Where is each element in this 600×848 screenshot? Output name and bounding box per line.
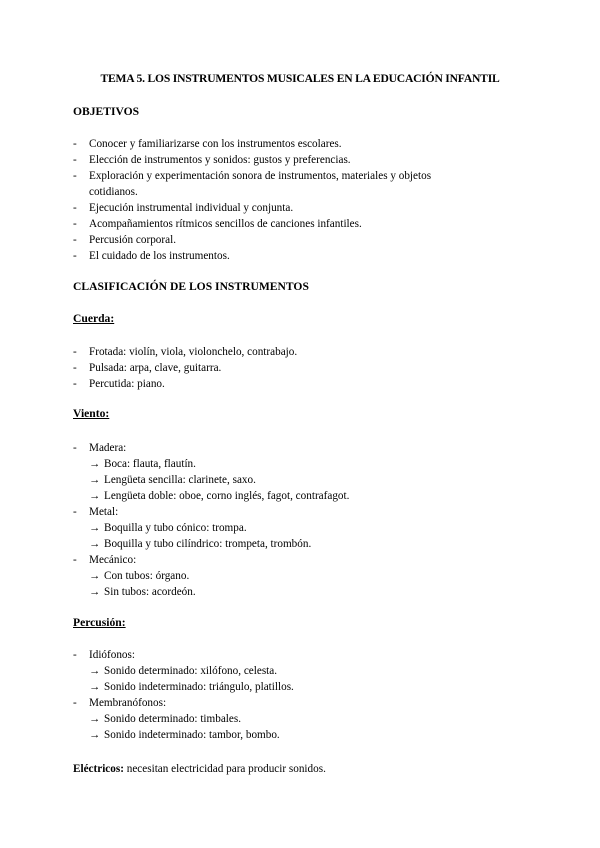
bullet-dash: - [73, 697, 77, 709]
electricos-paragraph [73, 761, 326, 777]
cuerda-item: Frotada: violín, viola, violonchelo, contrabajo. [89, 346, 298, 358]
sub-item-text: Sonido determinado: timbales. [104, 713, 242, 725]
sub-item-text: Sonido indeterminado: triángulo, platillos. [104, 681, 294, 693]
cuerda-heading: Cuerda: [73, 312, 115, 325]
viento-group-label: Metal: [89, 506, 119, 518]
bullet-dash: - [73, 202, 77, 214]
bullet-dash: - [73, 346, 77, 358]
bullet-dash: - [73, 234, 77, 246]
arrow-icon: → [89, 538, 101, 550]
percusion-group-label: Idiófonos: [89, 649, 135, 661]
viento-group-label: Mecánico: [89, 554, 137, 566]
bullet-dash: - [73, 170, 77, 182]
sub-item-text: Boquilla y tubo cónico: trompa. [104, 522, 247, 534]
sub-item-text: Boquilla y tubo cilíndrico: trompeta, trombón. [104, 538, 312, 550]
arrow-icon: → [89, 474, 101, 486]
objetivo-text: El cuidado de los instrumentos. [89, 250, 230, 262]
sub-item [89, 663, 277, 679]
bullet-dash: - [73, 506, 77, 518]
bullet-dash: - [73, 250, 77, 262]
objetivo-text: Conocer y familiarizarse con los instrumentos escolares. [89, 138, 342, 150]
sub-item [89, 472, 256, 488]
sub-item [89, 520, 247, 536]
arrow-icon: → [89, 713, 101, 725]
objetivo-text: Acompañamientos rítmicos sencillos de canciones infantiles. [89, 218, 362, 230]
arrow-icon: → [89, 681, 101, 693]
bullet-dash: - [73, 378, 77, 390]
sub-item [89, 488, 349, 504]
sub-item [89, 727, 280, 743]
arrow-icon: → [89, 665, 101, 677]
objetivo-text: Ejecución instrumental individual y conjunta. [89, 202, 294, 214]
sub-item-text: Boca: flauta, flautín. [104, 458, 196, 470]
sub-item-text: Sonido determinado: xilófono, celesta. [104, 665, 278, 677]
bullet-dash: - [73, 442, 77, 454]
sub-item [89, 536, 311, 552]
sub-item [89, 568, 189, 584]
cuerda-item: Pulsada: arpa, clave, guitarra. [89, 362, 222, 374]
sub-item-text: Lengüeta doble: oboe, corno inglés, fagot, contrafagot. [104, 490, 350, 502]
viento-heading: Viento: [73, 407, 110, 420]
sub-item [89, 584, 196, 600]
arrow-icon: → [89, 522, 101, 534]
arrow-icon: → [89, 586, 101, 598]
bullet-dash: - [73, 362, 77, 374]
bullet-dash: - [73, 218, 77, 230]
sub-item [89, 679, 294, 695]
percusion-group-label: Membranófonos: [89, 697, 167, 709]
bullet-dash: - [73, 554, 77, 566]
clasificacion-heading: CLASIFICACIÓN DE LOS INSTRUMENTOS [73, 280, 309, 293]
arrow-icon: → [89, 570, 101, 582]
electricos-label: Eléctricos: [73, 763, 124, 775]
objetivos-heading: OBJETIVOS [73, 105, 140, 118]
arrow-icon: → [89, 729, 101, 741]
sub-item-text: Sonido indeterminado: tambor, bombo. [104, 729, 280, 741]
arrow-icon: → [89, 458, 101, 470]
sub-item-text: Sin tubos: acordeón. [104, 586, 196, 598]
cuerda-item: Percutida: piano. [89, 378, 165, 390]
objetivo-text: Percusión corporal. [89, 234, 176, 246]
sub-item-text: Con tubos: órgano. [104, 570, 190, 582]
bullet-dash: - [73, 154, 77, 166]
objetivo-text: Exploración y experimentación sonora de instrumentos, materiales y objetos cotidianos. [89, 170, 432, 198]
sub-item-text: Lengüeta sencilla: clarinete, saxo. [104, 474, 256, 486]
arrow-icon: → [89, 490, 101, 502]
bullet-dash: - [73, 138, 77, 150]
percusion-heading: Percusión: [73, 616, 126, 629]
sub-item [89, 456, 196, 472]
bullet-dash: - [73, 649, 77, 661]
objetivo-text: Elección de instrumentos y sonidos: gustos y preferencias. [89, 154, 351, 166]
electricos-text: necesitan electricidad para producir sonidos. [123, 763, 326, 775]
sub-item [89, 711, 241, 727]
page-title: TEMA 5. LOS INSTRUMENTOS MUSICALES EN LA EDUCACIÓN INFANTIL [100, 72, 500, 85]
viento-group-label: Madera: [89, 442, 127, 454]
